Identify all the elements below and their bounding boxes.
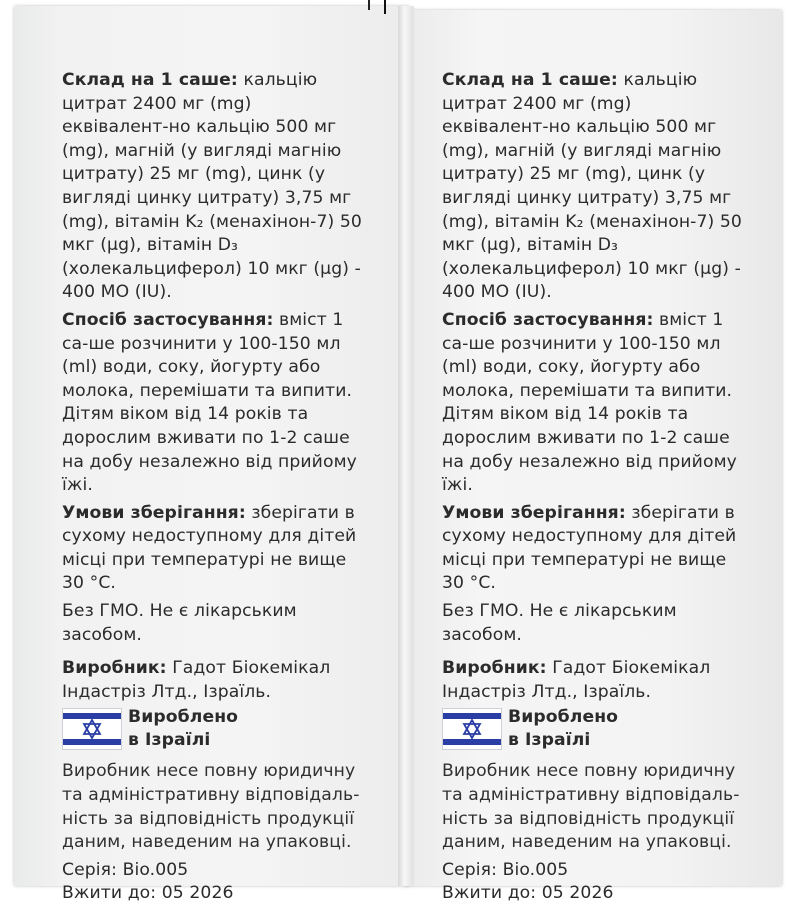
usage-paragraph — [62, 309, 362, 498]
expiry-line — [442, 882, 742, 906]
usage-paragraph — [442, 309, 742, 498]
series-line — [442, 859, 742, 883]
gmo-statement: Без ГМО. Не є лікарським засобом. — [442, 601, 677, 645]
composition-paragraph — [62, 69, 362, 305]
sachet-right-text — [442, 69, 742, 906]
made-in-badge — [442, 706, 742, 752]
storage-text: зберігати в сухому недоступному для дітей місці при температурі не вище 30 °C. — [62, 502, 357, 594]
gmo-statement: Без ГМО. Не є лікарським засобом. — [62, 601, 297, 645]
series-value: Bio.005 — [502, 859, 569, 880]
expiry-value: 05 2026 — [541, 883, 614, 904]
series-label: Серія: — [442, 859, 497, 880]
usage-text: вміст 1 са-ше розчинити у 100-150 мл (ml) води, соку, йогурту або молока, перемішати та випити. Дітям віком від 14 років та дорослим вживати по 1-2 саше на добу незалежно від прийому їжі. — [442, 309, 737, 496]
manufacturer-text: Гадот Біокемікал Індастріз Лтд., Ізраїль. — [442, 658, 711, 702]
manufacturer-label: Виробник: — [442, 658, 547, 679]
top-edge-mark — [384, 0, 386, 14]
usage-text: вміст 1 са-ше розчинити у 100-150 мл (ml) води, соку, йогурту або молока, перемішати та випити. Дітям віком від 14 років та дорослим вживати по 1-2 саше на добу незалежно від прийому їжі. — [62, 309, 357, 496]
expiry-value: 05 2026 — [161, 883, 234, 904]
composition-label: Склад на 1 саше: — [442, 70, 618, 90]
made-in-line2: в Ізраїлі — [128, 730, 211, 751]
manufacturer-paragraph — [442, 657, 742, 704]
storage-text: зберігати в сухому недоступному для дітей місці при температурі не вище 30 °C. — [442, 502, 737, 594]
storage-paragraph — [62, 502, 362, 596]
composition-text: кальцію цитрат 2400 мг (mg) еквівалент-но кальцію 500 мг (mg), магній (у вигляді магнію цитрату) 25 мг (mg), цинк (у вигляді цинку цитрату) 3,75 мг (mg), вітамін K₂ (менахінон-7) 50 мкг (μg), вітамін D₃ (холекальциферол) 10 мкг (μg) - 400 МО (IU). — [442, 70, 742, 303]
sachet-left-text — [62, 69, 362, 906]
made-in-line1: Вироблено — [508, 707, 619, 728]
manufacturer-paragraph — [62, 657, 362, 704]
storage-label: Умови зберігання: — [62, 502, 246, 523]
series-value: Bio.005 — [122, 859, 189, 880]
storage-paragraph — [442, 502, 742, 596]
manufacturer-label: Виробник: — [62, 658, 167, 679]
sachet-overlap-seam — [398, 6, 414, 886]
responsibility-statement: Виробник несе повну юридичну та адміністративну відповідаль-ність за відповідність продукції даним, наведеним на упаковці. — [62, 761, 360, 853]
storage-label: Умови зберігання: — [442, 502, 626, 523]
expiry-label: Вжити до: — [62, 883, 157, 904]
israel-flag-icon — [442, 708, 502, 750]
made-in-badge — [62, 706, 362, 752]
series-line — [62, 859, 362, 883]
usage-label: Спосіб застосування: — [62, 309, 274, 330]
made-in-line2: в Ізраїлі — [508, 730, 591, 751]
expiry-line — [62, 882, 362, 906]
series-label: Серія: — [62, 859, 117, 880]
composition-text: кальцію цитрат 2400 мг (mg) еквівалент-но кальцію 500 мг (mg), магній (у вигляді магнію цитрату) 25 мг (mg), цинк (у вигляді цинку цитрату) 3,75 мг (mg), вітамін K₂ (менахінон-7) 50 мкг (μg), вітамін D₃ (холекальциферол) 10 мкг (μg) - 400 МО (IU). — [62, 70, 362, 303]
made-in-line1: Вироблено — [128, 707, 239, 728]
responsibility-statement: Виробник несе повну юридичну та адміністративну відповідаль-ність за відповідність продукції даним, наведеним на упаковці. — [442, 761, 740, 853]
manufacturer-text: Гадот Біокемікал Індастріз Лтд., Ізраїль. — [62, 658, 331, 702]
top-edge-mark-2 — [368, 0, 370, 10]
israel-flag-icon — [62, 708, 122, 750]
usage-label: Спосіб застосування: — [442, 309, 654, 330]
composition-label: Склад на 1 саше: — [62, 70, 238, 90]
composition-paragraph — [442, 69, 742, 305]
expiry-label: Вжити до: — [442, 883, 537, 904]
